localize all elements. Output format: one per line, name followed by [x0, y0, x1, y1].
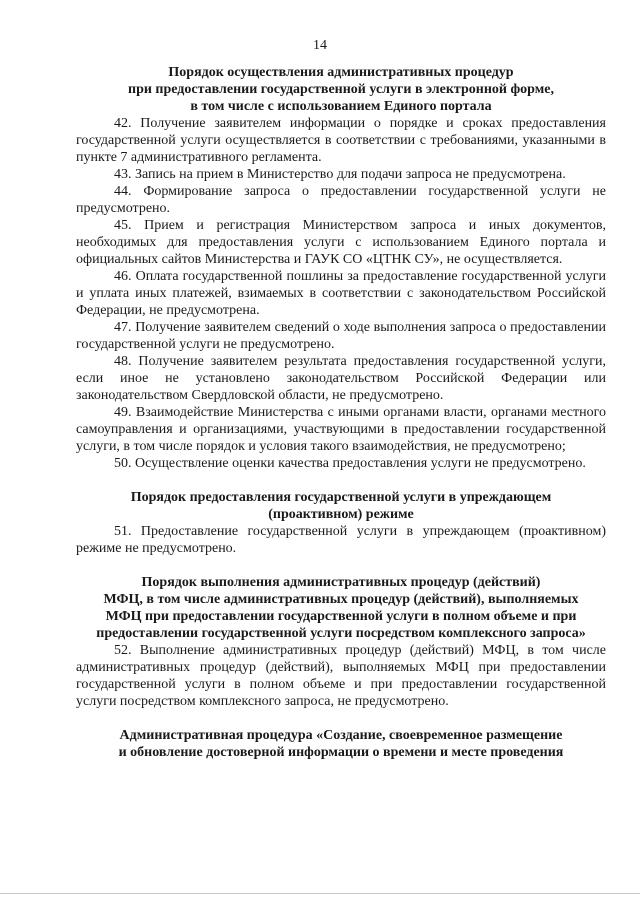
section-heading-information-update — [76, 727, 606, 761]
paragraph-46: 46. Оплата государственной пошлины за предоставление государственной услуги и уплата иных платежей, взимаемых в соответствии с законодательством Российской Федерации, не предусмотрена. — [76, 269, 606, 318]
heading-line: Порядок осуществления административных процедур — [168, 65, 514, 80]
heading-line: в том числе с использованием Единого портала — [190, 99, 492, 114]
heading-line: МФЦ при предоставлении государственной услуги в полном объеме и при — [105, 609, 577, 624]
heading-line: при предоставлении государственной услуги в электронной форме, — [128, 82, 554, 97]
paragraph-51: 51. Предоставление государственной услуги в упреждающем (проактивном) режиме не предусмотрено. — [76, 524, 606, 556]
paragraph-52: 52. Выполнение административных процедур (действий) МФЦ, в том числе административных процедур (действий), выполняемых МФЦ при предоставлении государственной услуги в полном объеме и при предоставлении государственной услуги посредством комплексного запроса, не предусмотрено. — [76, 643, 606, 709]
heading-line: и обновление достоверной информации о времени и месте проведения — [118, 745, 564, 760]
paragraph-42: 42. Получение заявителем информации о порядке и сроках предоставления государственной услуги осуществляется в соответствии с требованиями, указанными в пункте 7 административного регламента. — [76, 116, 606, 165]
heading-line: Административная процедура «Создание, своевременное размещение — [119, 728, 563, 743]
page-bottom-edge — [0, 893, 640, 894]
paragraph-49: 49. Взаимодействие Министерства с иными органами власти, органами местного самоуправления и организациями, участвующими в предоставлении государственной услуги, в том числе порядок и условия такого взаимодействия, не предусмотрено; — [76, 405, 606, 454]
section-heading-mfc-procedures — [76, 574, 606, 642]
heading-line: предоставлении государственной услуги посредством комплексного запроса» — [96, 626, 586, 641]
paragraph-45: 45. Прием и регистрация Министерством запроса и иных документов, необходимых для предоставления услуги с использованием Единого портала и официальных сайтов Министерства и ГАУК СО «ЦТНК СУ», не осуществляется. — [76, 218, 606, 267]
paragraph-44: 44. Формирование запроса о предоставлении государственной услуги не предусмотрено. — [76, 184, 606, 216]
paragraph-47: 47. Получение заявителем сведений о ходе выполнения запроса о предоставлении государственной услуги не предусмотрено. — [76, 320, 606, 352]
heading-line: Порядок предоставления государственной услуги в упреждающем — [130, 490, 552, 505]
document-body — [76, 64, 606, 761]
section-heading-proactive-mode — [76, 489, 606, 523]
paragraph-48: 48. Получение заявителем результата предоставления государственной услуги, если иное не установлено законодательством Российской Федерации или законодательством Свердловской области, не предусмотрено. — [76, 354, 606, 403]
spacer — [76, 472, 606, 489]
paragraph-43: 43. Запись на прием в Министерство для подачи запроса не предусмотрена. — [114, 167, 566, 182]
spacer — [76, 557, 606, 574]
paragraph-50: 50. Осуществление оценки качества предоставления услуги не предусмотрено. — [114, 456, 586, 471]
heading-line: МФЦ, в том числе административных процедур (действий), выполняемых — [103, 592, 579, 607]
heading-line: Порядок выполнения административных процедур (действий) — [141, 575, 541, 590]
page-number: 14 — [313, 38, 327, 53]
section-heading-electronic-procedures — [76, 64, 606, 115]
spacer — [76, 710, 606, 727]
heading-line: (проактивном) режиме — [268, 507, 414, 522]
